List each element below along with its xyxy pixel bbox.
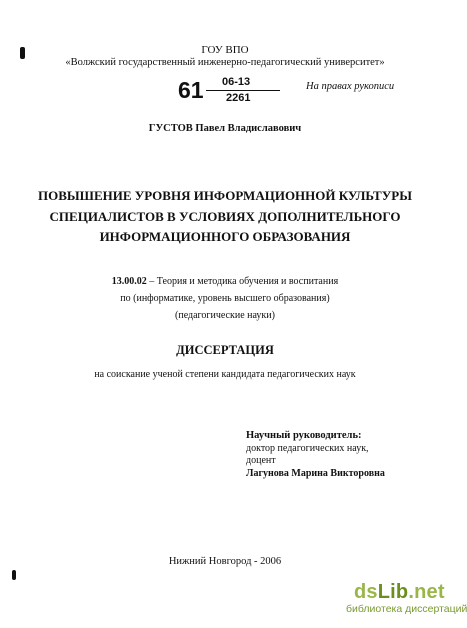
- dissertation-title: [0, 186, 450, 248]
- stamp-code-top: 06-13: [222, 76, 251, 88]
- city-year: Нижний Новгород - 2006: [168, 556, 282, 567]
- punch-hole-bottom: [12, 570, 16, 580]
- degree-line: на соискание ученой степени кандидата педагогических наук: [94, 369, 356, 380]
- stamp-code-big: 61: [178, 77, 204, 103]
- watermark-logo-b: Lib: [377, 581, 409, 603]
- watermark[interactable]: [346, 581, 467, 615]
- watermark-logo: [354, 581, 446, 604]
- title-line: ПОВЫШЕНИЕ УРОВНЯ ИНФОРМАЦИОННОЙ КУЛЬТУРЫ: [38, 188, 412, 203]
- specialty-name: – Теория и методика обучения и воспитания: [146, 276, 339, 287]
- advisor-block: [246, 430, 385, 480]
- rights-notice: На правах рукописи: [306, 81, 395, 92]
- title-line: СПЕЦИАЛИСТОВ В УСЛОВИЯХ ДОПОЛНИТЕЛЬНОГО: [49, 208, 401, 224]
- library-stamp: [178, 78, 288, 106]
- specialty-block: [0, 273, 450, 324]
- university-name: «Волжский государственный инженерно-педагогический университет»: [65, 57, 385, 68]
- advisor-label: Научный руководитель:: [246, 430, 362, 441]
- specialty-line-2: по (информатике, уровень высшего образования): [120, 293, 330, 304]
- advisor-title: доцент: [246, 455, 276, 466]
- watermark-logo-c: .net: [408, 581, 445, 603]
- stamp-rule: [206, 90, 280, 91]
- document-kind: ДИССЕРТАЦИЯ: [176, 343, 274, 357]
- advisor-degree: доктор педагогических наук,: [246, 442, 369, 454]
- stamp-code-bottom: 2261: [226, 92, 251, 104]
- author-name: ГУСТОВ Павел Владиславович: [148, 123, 302, 134]
- advisor-name: Лагунова Марина Викторовна: [246, 467, 385, 479]
- watermark-logo-a: ds: [354, 581, 378, 603]
- specialty-code: 13.00.02: [111, 276, 147, 287]
- specialty-line-3: (педагогические науки): [175, 310, 275, 321]
- title-line: ИНФОРМАЦИОННОГО ОБРАЗОВАНИЯ: [99, 229, 351, 244]
- organization-type: ГОУ ВПО: [201, 44, 249, 56]
- specialty-line-1: [0, 273, 450, 290]
- watermark-subtitle: библиотека диссертаций: [346, 603, 467, 615]
